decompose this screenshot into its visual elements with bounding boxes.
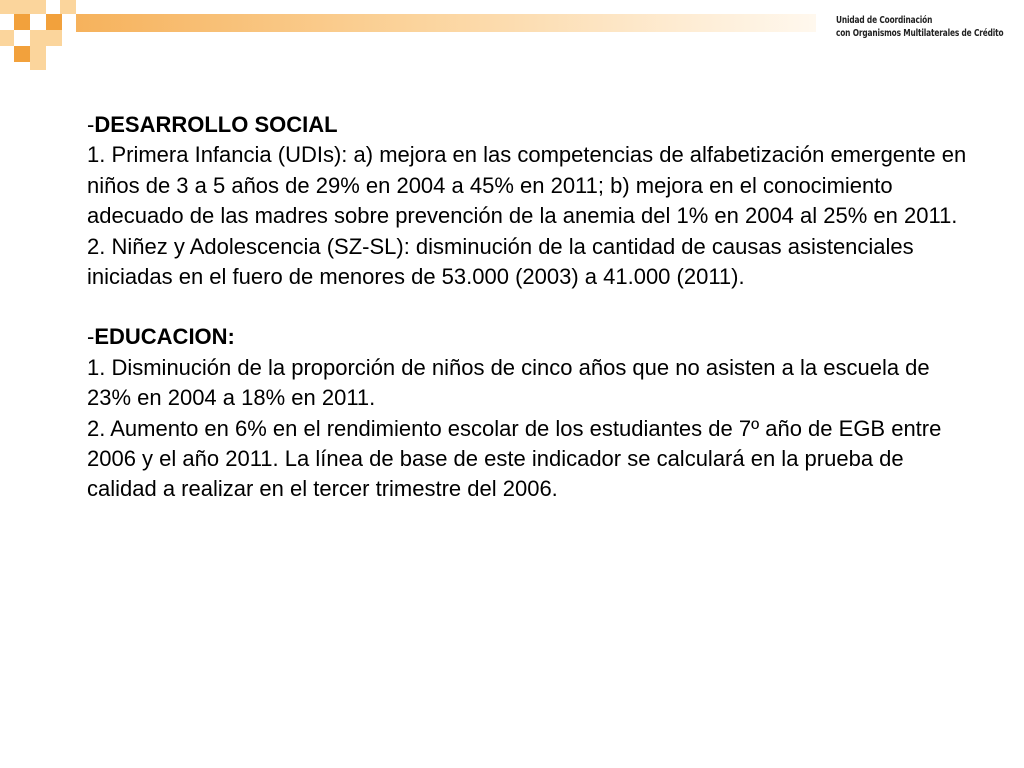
deco-square: [14, 14, 30, 30]
org-name-line-2: con Organismos Multilaterales de Crédito: [836, 28, 1004, 39]
section-item: 2. Niñez y Adolescencia (SZ-SL): disminución de la cantidad de causas asistenciales iniciadas en el fuero de menores de 53.000 (2003) a 41.000 (2011).: [87, 233, 914, 290]
slide-body: [87, 110, 967, 505]
section-educacion: [87, 322, 967, 504]
deco-square: [30, 0, 46, 14]
deco-square: [0, 30, 14, 46]
org-name: [836, 14, 1004, 40]
section-dash: -: [87, 112, 95, 137]
deco-square: [0, 0, 14, 14]
section-title: EDUCACION:: [94, 324, 235, 350]
deco-square: [46, 30, 62, 46]
org-name-line-1: Unidad de Coordinación: [836, 15, 933, 26]
deco-square: [46, 14, 62, 30]
section-heading: [87, 322, 967, 352]
deco-square: [14, 0, 30, 14]
section-heading: [87, 110, 967, 140]
deco-square: [30, 30, 46, 46]
section-dash: -: [87, 324, 95, 350]
section-item: 2. Aumento en 6% en el rendimiento escolar de los estudiantes de 7º año de EGB entre 2006 y el año 2011. La línea de base de este indicador se calculará en la prueba de calidad a realizar en el tercer trimestre del 2006.: [87, 415, 942, 502]
deco-square: [30, 62, 46, 70]
section-item: 1. Disminución de la proporción de niños de cinco años que no asisten a la escuela de 23% en 2004 a 18% en 2011.: [87, 354, 930, 411]
section-title: DESARROLLO SOCIAL: [94, 112, 338, 137]
section-desarrollo-social: [87, 110, 967, 292]
deco-square: [60, 0, 76, 14]
deco-square: [14, 46, 30, 62]
section-item: 1. Primera Infancia (UDIs): a) mejora en las competencias de alfabetización emergente en niños de 3 a 5 años de 29% en 2004 a 45% en 2011; b) mejora en el conocimiento adecuado de las madres sobre prevención de la anemia del 1% en 2004 al 25% en 2011.: [87, 142, 967, 229]
section-spacer: [87, 292, 967, 322]
deco-square: [30, 46, 46, 62]
header-gradient-bar: [76, 14, 816, 32]
